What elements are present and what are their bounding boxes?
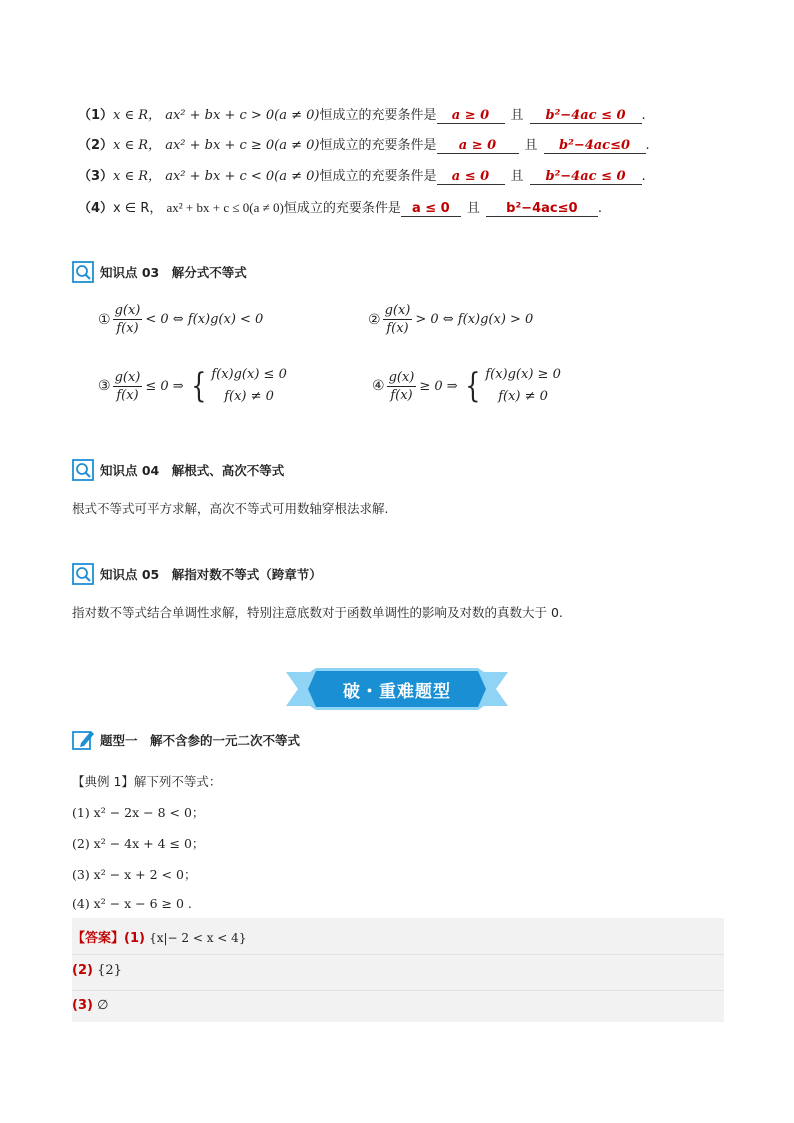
section-heading-text: 知识点 04 解根式、高次不等式 — [100, 463, 285, 478]
answer-blank-discriminant: b²−4ac ≤ 0 — [530, 169, 642, 185]
condition-text: 恒成立的充要条件是 — [319, 169, 437, 184]
section-heading-type1 — [72, 729, 300, 751]
answer-number: (3) — [72, 998, 93, 1013]
answer-value: {x|− 2 < x < 4} — [149, 931, 247, 945]
circle-number: ① — [98, 311, 111, 328]
example-title: 【典例 1】解下列不等式： — [72, 774, 222, 789]
section-heading-kp05 — [72, 563, 322, 585]
answer-tag: 【答案】 — [72, 931, 125, 946]
fraction-numerator: g(x) — [384, 303, 411, 318]
conjunction: 且 — [510, 108, 524, 123]
condition-domain: x ∈ R， — [113, 201, 163, 216]
formula-3 — [98, 364, 287, 408]
condition-number: （1） — [78, 108, 114, 123]
condition-expression: ax² + bx + c ≤ 0(a ≠ 0) — [166, 200, 284, 215]
section-heading-text: 知识点 03 解分式不等式 — [100, 265, 247, 280]
condition-1 — [78, 104, 646, 124]
fraction-numerator: g(x) — [114, 369, 141, 385]
answer-number: (1) — [124, 931, 145, 946]
answer-blank-a: a ≥ 0 — [437, 138, 519, 154]
period: . — [645, 138, 650, 153]
answer-blank-discriminant: b²−4ac ≤ 0 — [530, 108, 642, 124]
section-heading-text: 知识点 05 解指对数不等式（跨章节） — [100, 567, 322, 582]
fraction — [387, 370, 417, 403]
condition-expression: ax² + bx + c > 0(a ≠ 0) — [165, 108, 320, 123]
circle-number: ② — [368, 311, 381, 328]
section-heading-text: 题型一 解不含参的一元二次不等式 — [100, 733, 301, 748]
answer-blank-discriminant: b²−4ac≤0 — [544, 138, 646, 154]
condition-3 — [78, 165, 646, 185]
system-line-2: f(x) ≠ 0 — [498, 389, 548, 404]
fraction-numerator: g(x) — [388, 369, 415, 385]
condition-domain: x ∈ R， — [113, 138, 162, 153]
answer-row-2 — [72, 955, 724, 990]
answer-blank-discriminant: b²−4ac≤0 — [486, 201, 598, 217]
fraction — [383, 303, 413, 336]
condition-text: 恒成立的充要条件是 — [319, 108, 437, 123]
system-line-1: f(x)g(x) ≥ 0 — [485, 367, 561, 382]
system-line-1: f(x)g(x) ≤ 0 — [211, 367, 287, 382]
example-item-1: (1) x² − 2x − 8 < 0； — [72, 805, 205, 820]
pencil-note-icon — [72, 729, 94, 751]
circle-number: ④ — [372, 378, 385, 394]
answer-blank-a: a ≤ 0 — [401, 201, 461, 217]
period: . — [641, 108, 646, 123]
answer-value: ∅ — [97, 998, 109, 1013]
period: . — [597, 201, 602, 216]
fraction-denominator: f(x) — [390, 387, 413, 403]
answer-row-1 — [72, 918, 724, 954]
section-heading-kp03 — [72, 261, 247, 283]
formula-1 — [98, 303, 263, 336]
fraction — [113, 370, 143, 403]
formula-2 — [368, 303, 533, 336]
condition-4 — [78, 197, 602, 217]
answer-blank-a: a ≥ 0 — [437, 108, 505, 124]
condition-number: （4） — [78, 201, 114, 216]
conjunction: 且 — [524, 138, 538, 153]
fraction — [113, 303, 143, 336]
formula-relation: > 0 ⇔ f(x)g(x) > 0 — [415, 312, 534, 327]
kp05-body: 指对数不等式结合单调性求解，特别注意底数对于函数单调性的影响及对数的真数大于 0. — [72, 605, 563, 620]
condition-domain: x ∈ R， — [113, 108, 162, 123]
system-line-2: f(x) ≠ 0 — [224, 389, 274, 404]
answer-blank-a: a ≤ 0 — [437, 169, 505, 185]
conjunction: 且 — [510, 169, 524, 184]
formula-relation: ≤ 0 ⇒ — [145, 378, 184, 394]
period: . — [641, 169, 646, 184]
example-item-4: (4) x² − x − 6 ≥ 0 . — [72, 896, 192, 911]
system-of-conditions — [188, 364, 287, 408]
formula-4 — [372, 364, 561, 408]
condition-expression: ax² + bx + c < 0(a ≠ 0) — [165, 169, 320, 184]
banner-label: 破・重难题型 — [343, 681, 451, 702]
left-brace: { — [190, 366, 207, 406]
magnifier-book-icon — [72, 563, 94, 585]
formula-relation: ≥ 0 ⇒ — [419, 378, 458, 394]
condition-expression: ax² + bx + c ≥ 0(a ≠ 0) — [165, 138, 320, 153]
kp04-body: 根式不等式可平方求解，高次不等式可用数轴穿根法求解. — [72, 501, 389, 516]
condition-text: 恒成立的充要条件是 — [283, 201, 401, 216]
fraction-denominator: f(x) — [116, 387, 139, 403]
system-of-conditions — [462, 364, 561, 408]
fraction-numerator: g(x) — [114, 303, 141, 318]
condition-number: （3） — [78, 169, 114, 184]
magnifier-book-icon — [72, 261, 94, 283]
answer-row-3 — [72, 991, 724, 1022]
condition-text: 恒成立的充要条件是 — [319, 138, 437, 153]
condition-number: （2） — [78, 138, 114, 153]
fraction-denominator: f(x) — [386, 321, 409, 336]
condition-domain: x ∈ R， — [113, 169, 162, 184]
section-banner — [286, 668, 508, 710]
answer-value: {2} — [97, 963, 122, 978]
left-brace: { — [464, 366, 481, 406]
example-item-3: (3) x² − x + 2 < 0； — [72, 867, 197, 882]
condition-2 — [78, 134, 650, 154]
conjunction: 且 — [466, 201, 480, 216]
formula-relation: < 0 ⇔ f(x)g(x) < 0 — [145, 312, 264, 327]
example-item-2: (2) x² − 4x + 4 ≤ 0； — [72, 836, 205, 851]
section-heading-kp04 — [72, 459, 284, 481]
answer-number: (2) — [72, 963, 93, 978]
circle-number: ③ — [98, 378, 111, 394]
magnifier-book-icon — [72, 459, 94, 481]
fraction-denominator: f(x) — [116, 321, 139, 336]
